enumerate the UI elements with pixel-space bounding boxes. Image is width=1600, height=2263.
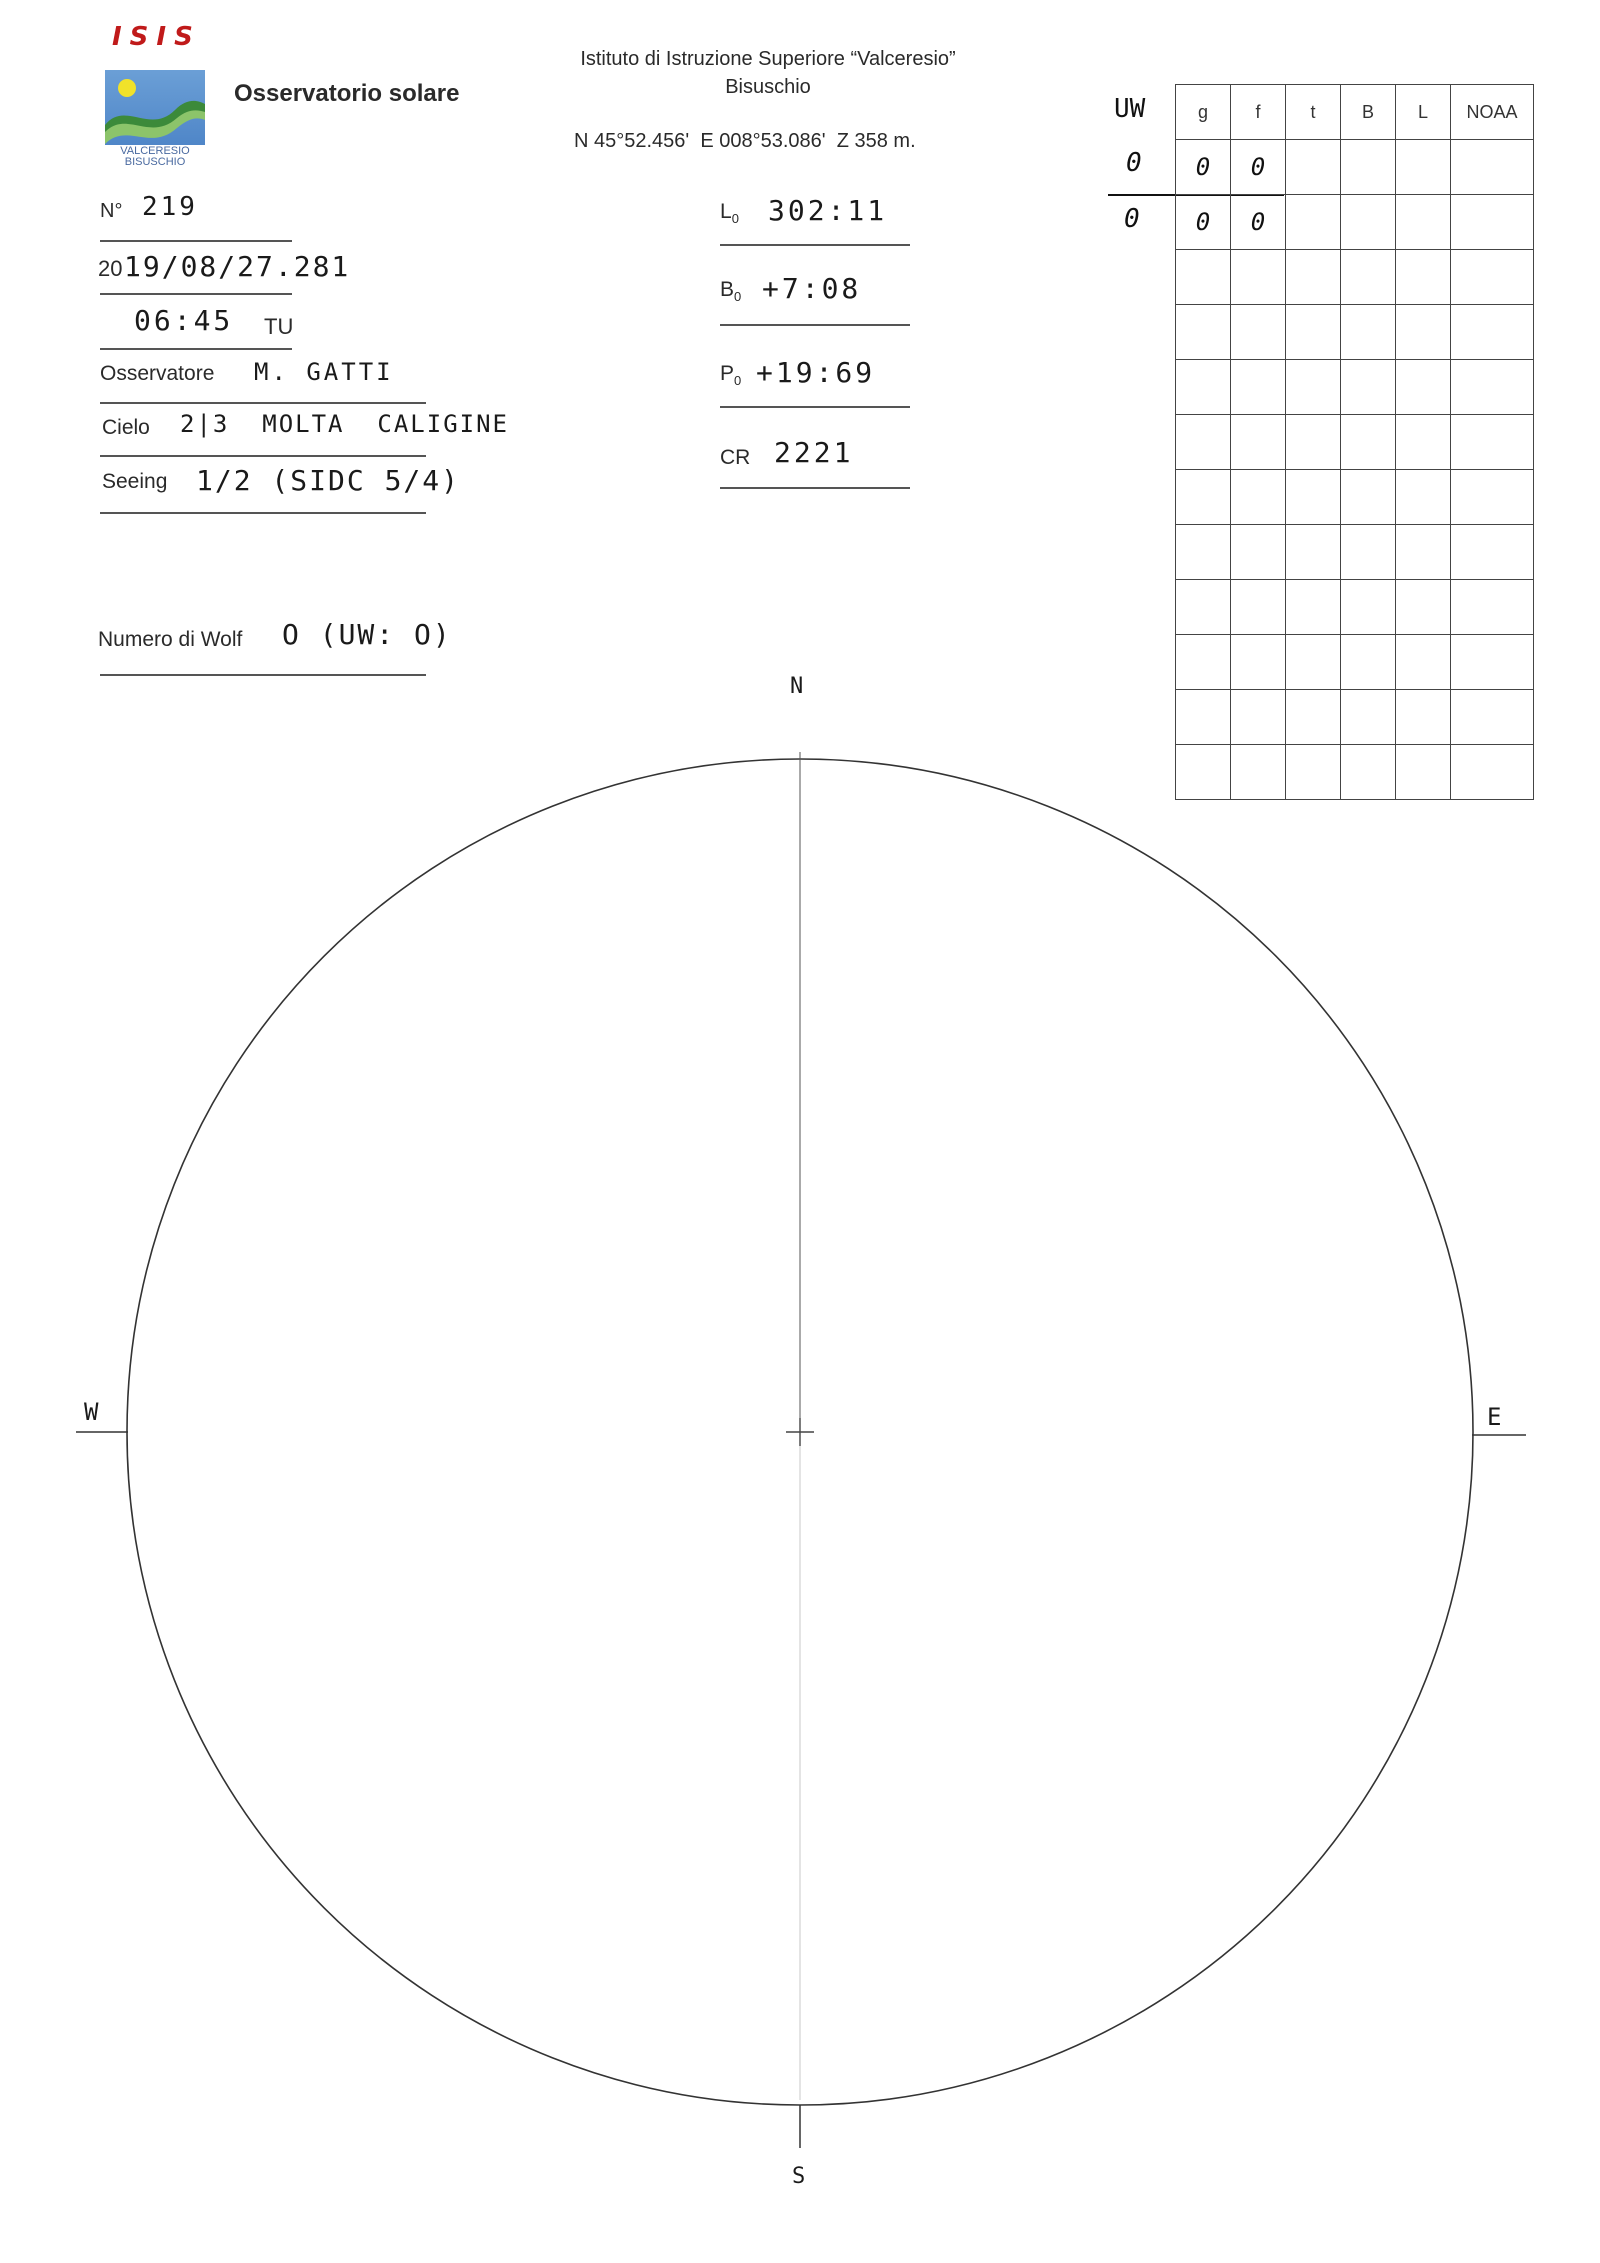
b0-subscript: 0 bbox=[734, 289, 742, 305]
uw-label: UW bbox=[1114, 94, 1146, 124]
cr-value: 2221 bbox=[774, 436, 854, 469]
cr-label: CR bbox=[720, 446, 751, 469]
seeing-value: 1/2 (SIDC 5/4) bbox=[196, 464, 461, 497]
logo-subtitle-line2: BISUSCHIO bbox=[124, 156, 186, 168]
sky-label: Cielo bbox=[102, 416, 150, 439]
seeing-label: Seeing bbox=[102, 470, 168, 493]
l0-subscript: 0 bbox=[731, 211, 739, 227]
north-label: N bbox=[790, 674, 804, 699]
table-header-cell: NOAA bbox=[1451, 85, 1534, 140]
table-cell: 0 bbox=[1176, 140, 1231, 195]
number-label: N° bbox=[100, 200, 123, 222]
table-header-cell: L bbox=[1396, 85, 1451, 140]
wolf-value: O (UW: O) bbox=[282, 618, 452, 651]
l0-letter: L bbox=[720, 200, 732, 223]
institute-town: Bisuschio bbox=[725, 76, 811, 98]
uw-value-2: 0 bbox=[1124, 204, 1140, 234]
p0-value: +19:69 bbox=[756, 356, 876, 389]
date-printed: 20 bbox=[98, 256, 123, 281]
observatory-coordinates: N 45°52.456' E 008°53.086' Z 358 m. bbox=[574, 130, 916, 152]
west-label: W bbox=[84, 1398, 99, 1426]
sky-value: 2|3 MOLTA CALIGINE bbox=[180, 410, 509, 438]
table-header-cell: f bbox=[1231, 85, 1286, 140]
observatory-title: Osservatorio solare bbox=[234, 80, 460, 107]
table-header-cell: t bbox=[1286, 85, 1341, 140]
number-value: 219 bbox=[142, 192, 198, 222]
p0-letter: P bbox=[720, 362, 735, 385]
date-value: 19/08/27.281 bbox=[124, 250, 351, 283]
b0-value: +7:08 bbox=[762, 272, 862, 305]
logo-text: ISIS bbox=[112, 22, 201, 52]
b0-letter: B bbox=[720, 278, 735, 301]
p0-subscript: 0 bbox=[734, 373, 742, 389]
observer-value: M. GATTI bbox=[254, 358, 394, 386]
east-label: E bbox=[1487, 1403, 1502, 1431]
time-value: 06:45 bbox=[134, 304, 234, 337]
table-cell: 0 bbox=[1231, 195, 1286, 250]
table-cell: 0 bbox=[1231, 140, 1286, 195]
uw-value-1: 0 bbox=[1126, 148, 1142, 178]
l0-value: 302:11 bbox=[768, 194, 888, 227]
logo-subtitle-line1: VALCERESIO bbox=[120, 145, 190, 157]
wolf-label: Numero di Wolf bbox=[98, 628, 243, 651]
observer-label: Osservatore bbox=[100, 362, 215, 385]
table-cell: 0 bbox=[1176, 195, 1231, 250]
institute-name: Istituto di Istruzione Superiore “Valceresio” bbox=[580, 48, 956, 70]
time-unit: TU bbox=[264, 314, 294, 339]
table-header-cell: B bbox=[1341, 85, 1396, 140]
south-label: S bbox=[792, 2164, 806, 2189]
table-header-cell: g bbox=[1176, 85, 1231, 140]
